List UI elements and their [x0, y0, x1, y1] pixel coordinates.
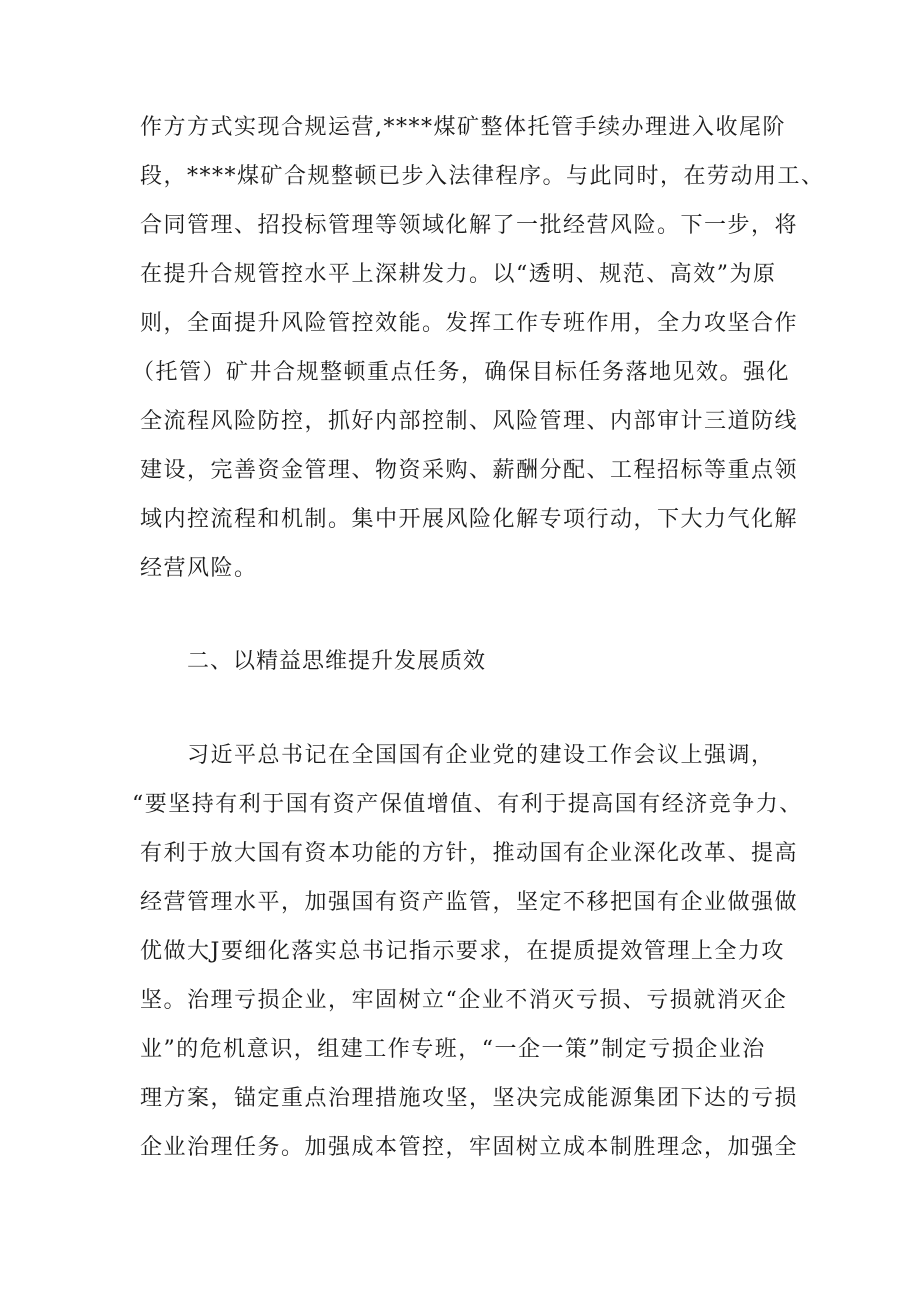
paragraph-2-line-6: 坚。治理亏损企业，牢固树立“企业不消灭亏损、亏损就消灭企	[140, 988, 788, 1013]
paragraph-1-line-3: 合同管理、招投标管理等领域化解了一批经营风险。下一步，将	[140, 213, 799, 238]
paragraph-1-line-5: 则，全面提升风险管控效能。发挥工作专班作用，全力攻坚合作	[140, 311, 799, 336]
paragraph-2-line-8: 理方案，锚定重点治理措施攻坚，坚决完成能源集团下达的亏损	[140, 1086, 799, 1111]
paragraph-1-line-4: 在提升合规管控水平上深耕发力。以“透明、规范、高效”为原	[140, 262, 777, 287]
paragraph-2-line-5: 优做大J要细化落实总书记指示要求，在提质提效管理上全力攻	[140, 939, 785, 964]
paragraph-2-line-7: 业”的危机意识，组建工作专班，“一企一策”制定亏损企业治	[140, 1037, 766, 1062]
paragraph-2-line-3: 有利于放大国有资本功能的方针，推动国有企业深化改革、提高	[140, 841, 799, 866]
paragraph-1-line-2: 段，****煤矿合规整顿已步入法律程序。与此同时，在劳动用工、	[140, 164, 825, 189]
paragraph-2-line-4: 经营管理水平，加强国有资产监管，坚定不移把国有企业做强做	[140, 890, 799, 915]
paragraph-1-line-9: 域内控流程和机制。集中开展风险化解专项行动，下大力气化解	[140, 507, 799, 532]
paragraph-2-line-9: 企业治理任务。加强成本管控，牢固树立成本制胜理念，加强全	[140, 1135, 799, 1160]
paragraph-1-line-1: 作方方式实现合规运营,****煤矿整体托管手续办理进入收尾阶	[140, 115, 786, 140]
paragraph-2-line-1: 习近平总书记在全国国有企业党的建设工作会议上强调，	[187, 743, 775, 768]
paragraph-1-line-10: 经营风险。	[140, 556, 258, 581]
paragraph-2-line-2: “要坚持有利于国有资产保值增值、有利于提高国有经济竞争力、	[132, 792, 803, 817]
paragraph-1-line-6: （托管）矿井合规整顿重点任务，确保目标任务落地见效。强化	[132, 360, 791, 385]
section-heading: 二、以精益思维提升发展质效	[187, 649, 487, 674]
paragraph-1-line-8: 建设，完善资金管理、物资采购、薪酬分配、工程招标等重点领	[140, 458, 799, 483]
paragraph-1-line-7: 全流程风险防控，抓好内部控制、风险管理、内部审计三道防线	[140, 409, 799, 434]
